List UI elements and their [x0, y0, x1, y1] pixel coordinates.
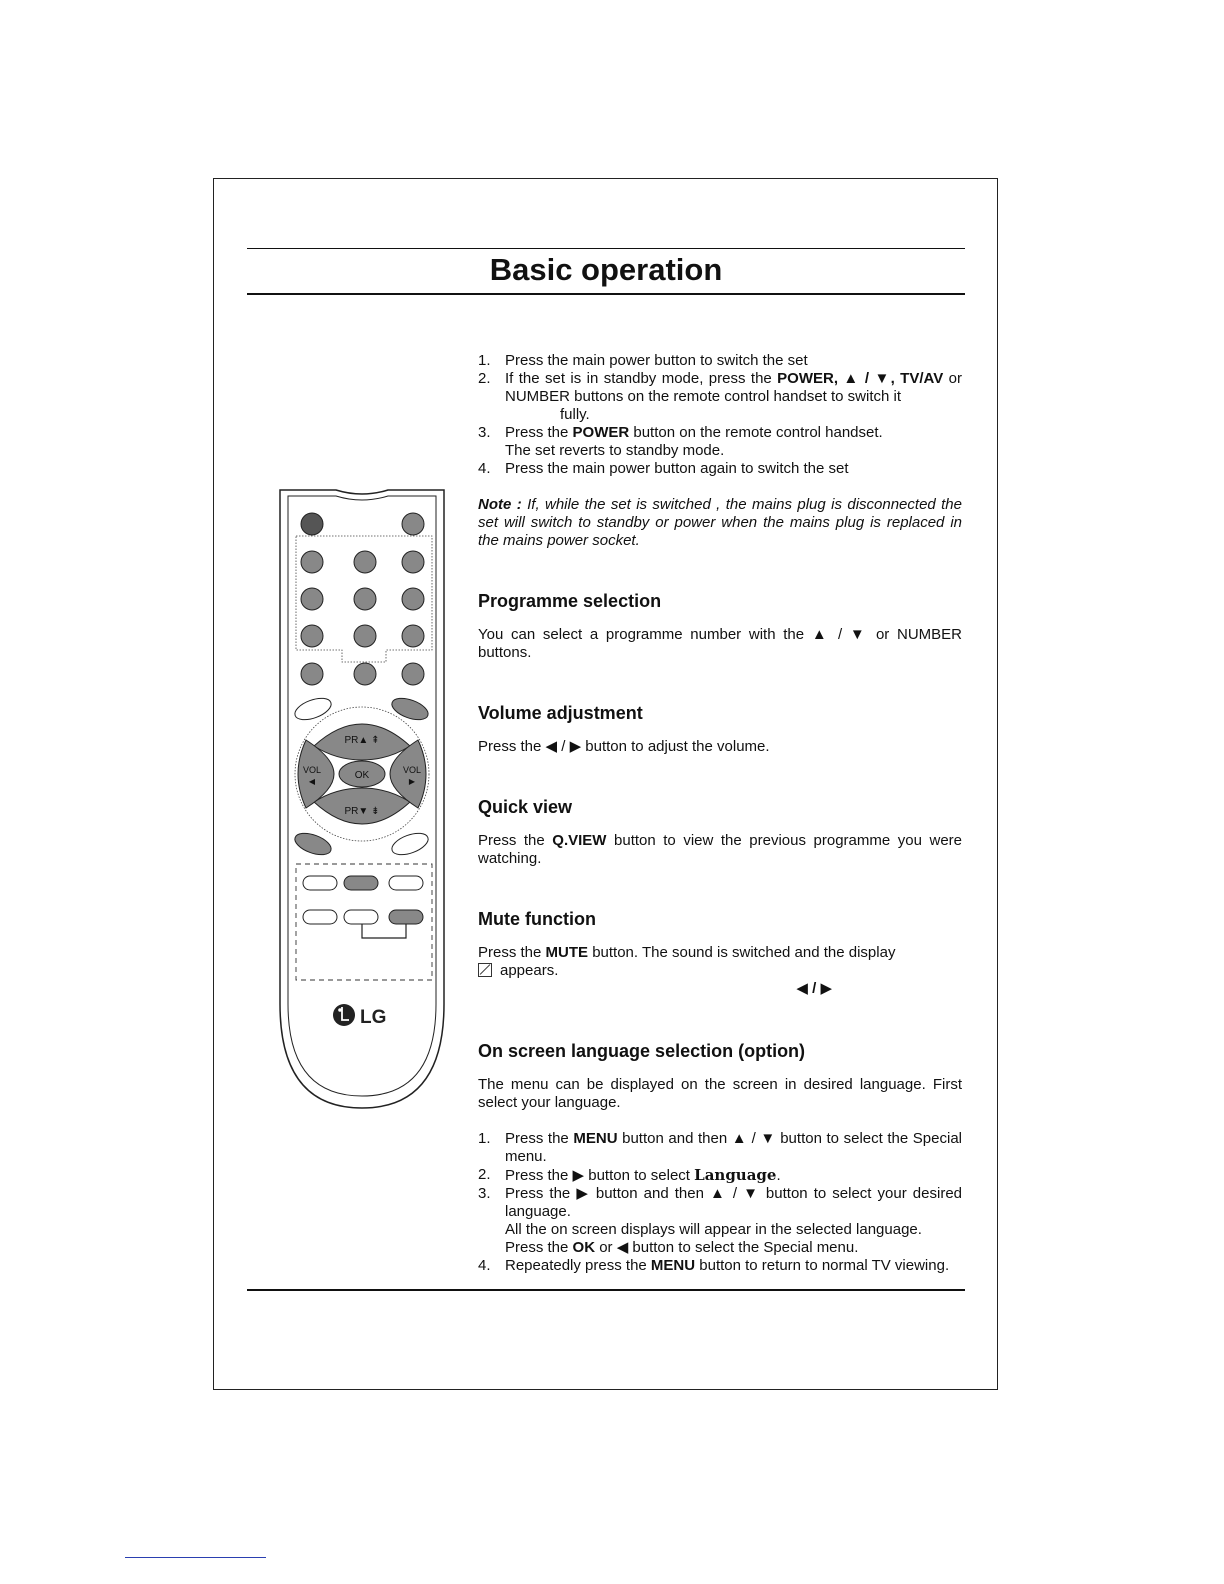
power-step-3: 3. Press the POWER button on the remote control handset. The set reverts to standby mode.: [478, 424, 883, 459]
content-column: [478, 352, 962, 1275]
vol-left-label: VOL: [302, 765, 322, 775]
power-step-4: 4. Press the main power button again to switch the set: [478, 460, 849, 477]
quickview-heading: Quick view: [478, 797, 573, 817]
pr-up-label: PR▲ ⇞: [344, 735, 380, 746]
power-steps: [478, 352, 962, 478]
bottom-rule: [247, 1289, 965, 1291]
programme-heading: Programme selection: [478, 591, 662, 611]
number-button-5: [354, 588, 376, 610]
language-step-1: 1. Press the MENU button and then ▲ / ▼ button to select the Special menu.: [478, 1130, 962, 1165]
number-button-12: [402, 663, 424, 685]
mute-arrows: ◀ / ▶: [796, 980, 832, 997]
power-step-1: 1. Press the main power button to switch the set: [478, 352, 808, 369]
lg-logo-emblem: [333, 1004, 355, 1026]
language-section: [478, 1040, 962, 1275]
number-button-3: [402, 551, 424, 573]
lg-logo: [333, 1004, 386, 1028]
number-button-7: [301, 625, 323, 647]
number-button-1: [301, 551, 323, 573]
language-steps: [478, 1130, 962, 1275]
programme-text: You can select a programme number with the ▲ / ▼ or NUMBER buttons.: [478, 626, 962, 661]
quickview-section: [478, 796, 962, 868]
lower-key-1: [303, 876, 337, 890]
ok-label: OK: [354, 770, 370, 781]
mute-appears: appears.: [478, 962, 962, 980]
page-title: Basic operation: [489, 252, 723, 287]
number-button-4: [301, 588, 323, 610]
number-button-9: [402, 625, 424, 647]
volume-heading: Volume adjustment: [478, 703, 643, 723]
volume-text: Press the ◀ / ▶ button to adjust the volume.: [478, 738, 770, 755]
lower-key-2: [344, 876, 378, 890]
mute-heading: Mute function: [478, 909, 596, 929]
title-rule: [247, 293, 965, 295]
language-step-4: 4. Repeatedly press the MENU button to return to normal TV viewing.: [478, 1257, 950, 1274]
lg-logo-text: LG: [360, 1007, 387, 1028]
remote-control-illustration: [276, 484, 448, 1112]
vol-right-label: VOL: [402, 765, 422, 775]
number-button-0: [354, 663, 376, 685]
power-button: [301, 513, 323, 535]
lower-key-3: [389, 876, 423, 890]
footer-link-underline[interactable]: [125, 1557, 266, 1558]
mute-display-icon: [478, 963, 492, 977]
mute-text: Press the MUTE button. The sound is switched and the display: [478, 944, 896, 961]
number-button-10: [301, 663, 323, 685]
quickview-text: Press the Q.VIEW button to view the previous programme you were watching.: [478, 832, 963, 867]
mute-section: [478, 908, 962, 998]
pr-down-label: PR▼ ⇟: [344, 806, 380, 817]
lower-key-4: [303, 910, 337, 924]
vol-right-arrow: ▶: [408, 777, 416, 786]
power-step-2: 2. If the set is in standby mode, press the POWER, ▲ / ▼, TV/AV or NUMBER buttons on the remote control handset to switch it fully.: [478, 370, 962, 423]
language-step-3: 3. Press the ▶ button and then ▲ / ▼ button to select your desired language. All the on screen displays will appear in the selected language. Press the OK or ◀ button to select the Special menu.: [478, 1185, 962, 1256]
language-intro: The menu can be displayed on the screen in desired language. First select your language.: [478, 1076, 962, 1111]
programme-section: [478, 590, 962, 662]
language-heading: On screen language selection (option): [478, 1041, 806, 1061]
mute-button: [402, 513, 424, 535]
note-paragraph: Note : If, while the set is switched , the mains plug is disconnected the set will switch to standby or power when the mains plug is replaced in the mains power socket.: [478, 496, 962, 549]
number-button-8: [354, 625, 376, 647]
number-button-2: [354, 551, 376, 573]
lower-key-6: [389, 910, 423, 924]
language-step-2: 2. Press the ▶ button to select Language.: [478, 1166, 781, 1184]
top-rule: [247, 248, 965, 249]
number-button-6: [402, 588, 424, 610]
volume-section: [478, 702, 962, 756]
vol-left-arrow: ◀: [308, 777, 316, 786]
lower-key-5: [344, 910, 378, 924]
